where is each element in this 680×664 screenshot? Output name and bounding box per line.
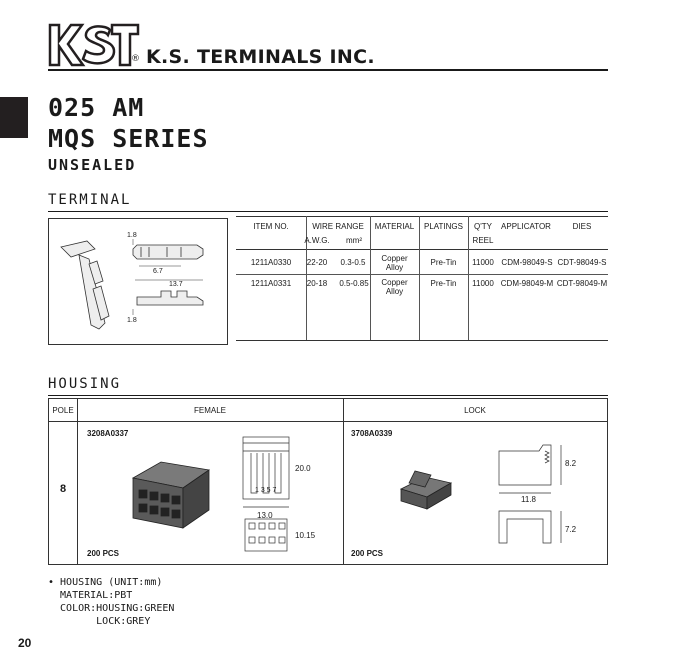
terminal-dim-c: 13.7	[169, 281, 183, 288]
row2-mm2: 0.5-0.85	[339, 279, 369, 288]
row2-item-no: 1211A0331	[250, 279, 292, 288]
row1-awg: 22-20	[306, 258, 328, 267]
header-platings: PLATINGS	[424, 222, 463, 231]
terminal-dim-b: 6.7	[153, 268, 163, 275]
page-title-line1: 025 AM	[48, 93, 145, 122]
housing-notes	[48, 576, 174, 628]
row1-qty: 11000	[472, 258, 494, 267]
female-housing-image	[119, 454, 219, 534]
female-dim-depth: 10.15	[295, 531, 316, 540]
row1-material-2: Alloy	[385, 263, 404, 272]
terminal-section-title: TERMINAL	[48, 192, 132, 208]
terminal-drawing	[48, 218, 228, 345]
notes-unit: • HOUSING (UNIT:mm)	[48, 577, 163, 588]
female-pin-numbers: 1 3 5 7	[255, 487, 277, 494]
header-wire-range: WIRE RANGE	[312, 222, 364, 231]
kst-logo	[48, 22, 140, 68]
terminal-section-divider	[48, 211, 608, 212]
row2-material-2: Alloy	[385, 287, 404, 296]
row2-applicator: CDM-98049-M	[500, 279, 554, 288]
row1-dies: CDT-98049-S	[557, 258, 607, 267]
lock-pcs: 200 PCS	[351, 549, 384, 558]
registered-mark: ®	[131, 54, 140, 64]
pole-count: 8	[59, 483, 67, 495]
female-pcs: 200 PCS	[87, 549, 120, 558]
female-dim-width: 13.0	[257, 511, 273, 520]
lock-dim-depth: 7.2	[565, 525, 577, 534]
terminal-drawing-svg	[49, 219, 227, 344]
company-name: K.S. TERMINALS INC.	[146, 46, 375, 68]
lock-item-no: 3708A0339	[351, 429, 393, 438]
header-reel: REEL	[472, 236, 494, 245]
housing-section-divider	[48, 395, 608, 396]
header-dies: DIES	[572, 222, 592, 231]
row2-material: Copper	[381, 278, 408, 287]
lock-drawing	[495, 439, 571, 549]
row2-awg: 20-18	[306, 279, 328, 288]
terminal-dim-d: 1.8	[127, 317, 137, 324]
header-awg: A.W.G.	[304, 236, 330, 245]
section-tab-marker	[0, 97, 28, 138]
header-pole: POLE	[52, 406, 74, 415]
terminal-dim-a: 1.8	[127, 232, 137, 239]
page-subtitle: UNSEALED	[48, 156, 137, 174]
notes-color-housing: COLOR:HOUSING:GREEN	[48, 603, 175, 614]
notes-material: MATERIAL:PBT	[48, 590, 133, 601]
row1-mm2: 0.3-0.5	[340, 258, 366, 267]
row1-material: Copper	[381, 254, 408, 263]
housing-section-title: HOUSING	[48, 376, 122, 392]
lock-image	[397, 463, 457, 513]
page-number: 20	[18, 636, 32, 650]
lock-dim-width: 11.8	[521, 495, 536, 504]
female-dim-height: 20.0	[295, 464, 311, 473]
header-divider	[48, 69, 608, 71]
row2-dies: CDT-98049-M	[556, 279, 608, 288]
row1-item-no: 1211A0330	[250, 258, 292, 267]
header-item-no: ITEM NO.	[253, 222, 289, 231]
page-title-line2: MQS SERIES	[48, 124, 209, 153]
header-lock: LOCK	[464, 406, 486, 415]
header-material: MATERIAL	[374, 222, 415, 231]
header-qty: Q'TY	[474, 222, 492, 231]
header-female: FEMALE	[193, 406, 226, 415]
row1-plating: Pre-Tin	[430, 258, 457, 267]
row2-qty: 11000	[472, 279, 494, 288]
housing-spec-table	[48, 398, 608, 565]
header-applicator: APPLICATOR	[501, 222, 551, 231]
row1-applicator: CDM-98049-S	[501, 258, 553, 267]
notes-color-lock: LOCK:GREY	[48, 616, 151, 627]
female-housing-drawing	[235, 433, 295, 561]
row2-plating: Pre-Tin	[430, 279, 457, 288]
female-item-no: 3208A0337	[87, 429, 129, 438]
header-mm2: mm²	[346, 236, 362, 245]
lock-dim-height: 8.2	[565, 459, 577, 468]
